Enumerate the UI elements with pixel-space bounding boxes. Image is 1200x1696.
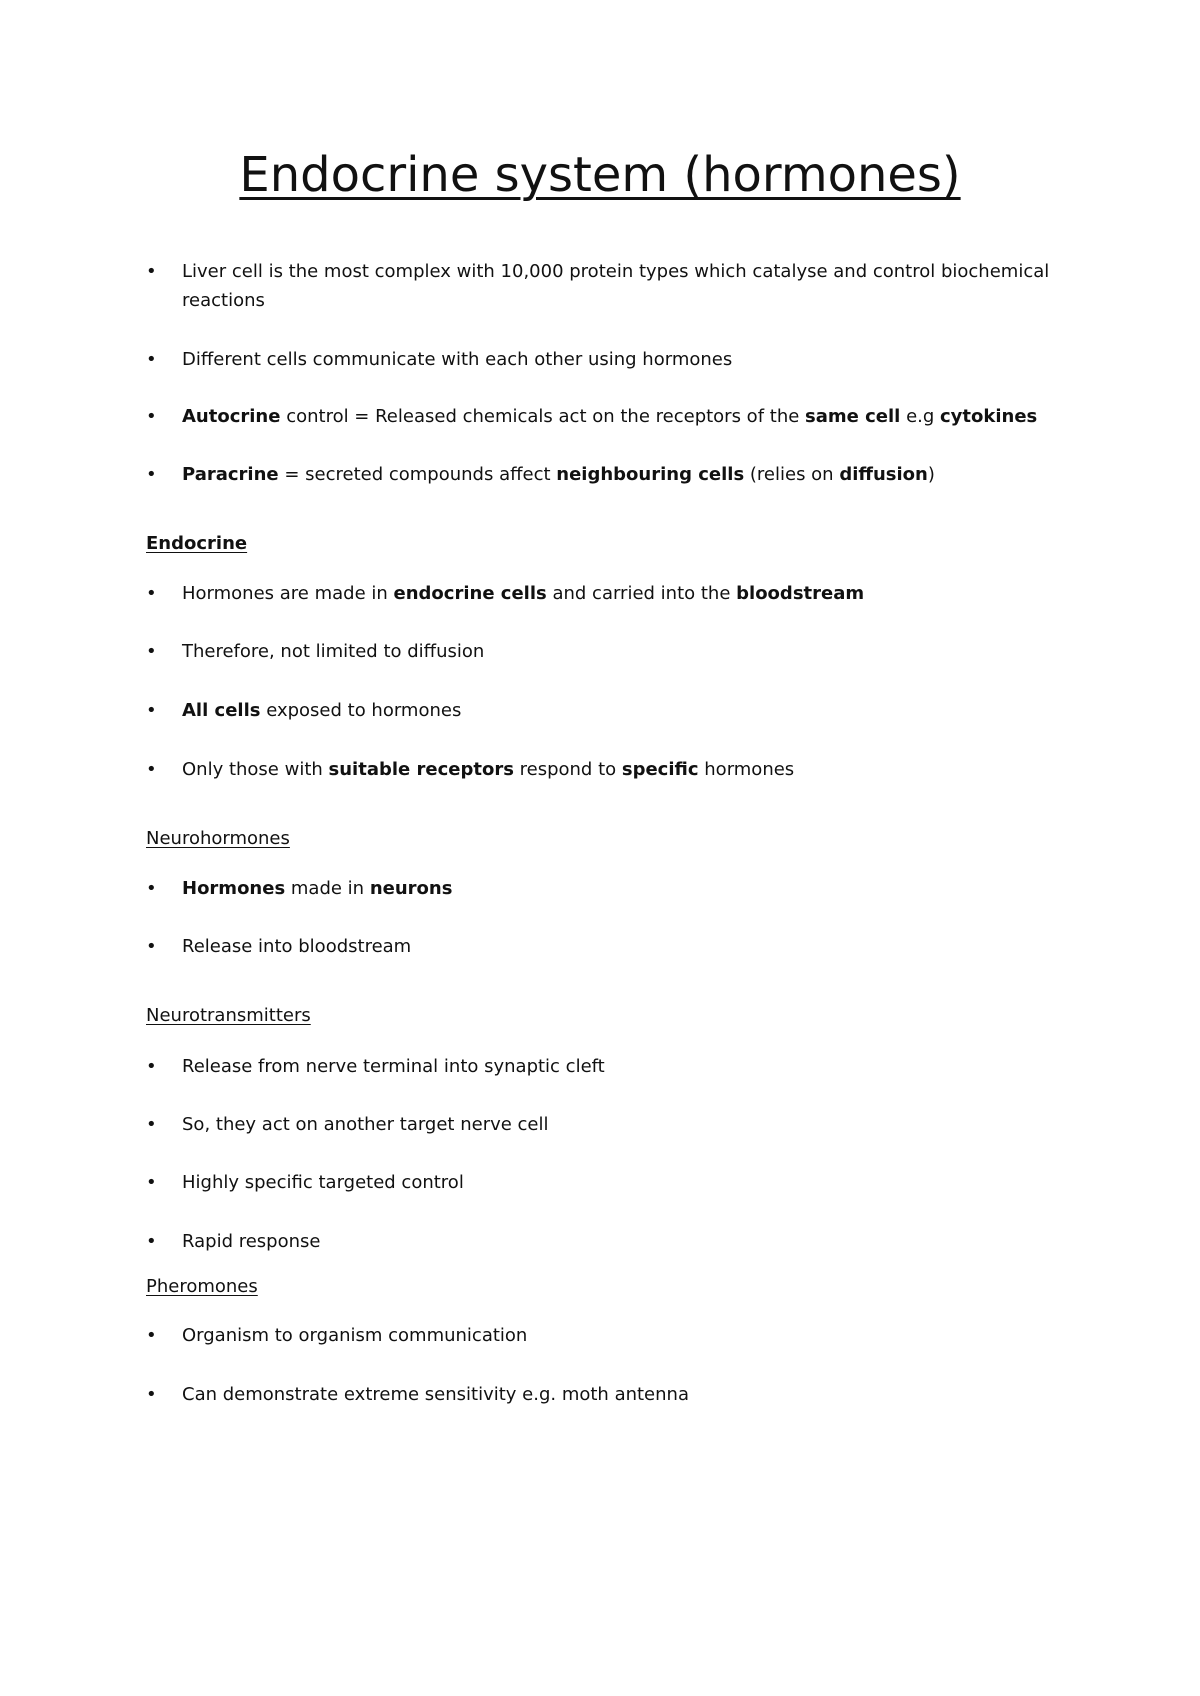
text-run: respond to xyxy=(513,759,622,780)
list-item-text xyxy=(182,1110,1066,1139)
list-item-text xyxy=(182,696,1066,725)
list-item-text xyxy=(182,460,1066,489)
list-item-text xyxy=(182,579,1066,608)
list-item xyxy=(146,637,1066,666)
text-run: Hormones are made in xyxy=(182,583,394,604)
bullet-icon: • xyxy=(146,1325,157,1346)
page-title: Endocrine system (hormones) xyxy=(239,147,961,203)
bold-term: specific xyxy=(621,759,699,780)
bullet-icon: • xyxy=(146,759,157,780)
list-item xyxy=(146,257,1066,315)
bullet-icon: • xyxy=(146,583,157,604)
bullet-icon: • xyxy=(146,1056,157,1077)
bold-term: All cells xyxy=(182,700,261,721)
bullet-icon: • xyxy=(146,349,157,370)
list-item-text xyxy=(182,874,1066,903)
list-item-text xyxy=(182,345,1066,374)
bold-term: Paracrine xyxy=(182,464,279,485)
list-item xyxy=(146,696,1066,725)
bullet-icon: • xyxy=(146,641,157,662)
text-run: = secreted compounds affect xyxy=(278,464,557,485)
bold-term: bloodstream xyxy=(736,583,865,604)
bold-term: Hormones xyxy=(182,878,286,899)
bullet-icon: • xyxy=(146,936,157,957)
list-item xyxy=(146,402,1066,431)
text-run: Different cells communicate with each other using hormones xyxy=(182,349,733,370)
bold-term: cytokines xyxy=(940,406,1038,427)
section-heading: Endocrine xyxy=(146,533,248,554)
list-item-text xyxy=(182,1168,1066,1197)
list-item xyxy=(146,1227,1066,1256)
text-run: made in xyxy=(285,878,370,899)
list-item-text xyxy=(182,1227,1066,1256)
text-run: (relies on xyxy=(744,464,840,485)
section-heading: Neurohormones xyxy=(146,828,290,849)
bullet-icon: • xyxy=(146,406,157,427)
text-run: exposed to hormones xyxy=(260,700,462,721)
text-run: and carried into the xyxy=(546,583,737,604)
list-item xyxy=(146,1110,1066,1139)
text-run: Only those with xyxy=(182,759,329,780)
list-item xyxy=(146,1321,1066,1350)
bullet-icon: • xyxy=(146,878,157,899)
text-run: Can demonstrate extreme sensitivity e.g. moth antenna xyxy=(182,1384,689,1405)
list-item xyxy=(146,874,1066,903)
list-item-text xyxy=(182,637,1066,666)
list-item xyxy=(146,1168,1066,1197)
list-item-text xyxy=(182,1052,1066,1081)
bullet-icon: • xyxy=(146,1384,157,1405)
text-run: Release from nerve terminal into synaptic cleft xyxy=(182,1056,605,1077)
list-item-text xyxy=(182,402,1066,431)
bold-term: neighbouring cells xyxy=(556,464,745,485)
list-item xyxy=(146,345,1066,374)
bullet-icon: • xyxy=(146,700,157,721)
text-run: Release into bloodstream xyxy=(182,936,412,957)
bold-term: endocrine cells xyxy=(393,583,547,604)
list-item-text xyxy=(182,257,1066,315)
list-item xyxy=(146,1052,1066,1081)
bold-term: same cell xyxy=(805,406,901,427)
text-run: Rapid response xyxy=(182,1231,321,1252)
section-heading: Neurotransmitters xyxy=(146,1005,311,1026)
bold-term: neurons xyxy=(369,878,453,899)
bullet-icon: • xyxy=(146,1114,157,1135)
text-run: Liver cell is the most complex with 10,000 protein types which catalyse and control biochemical reactions xyxy=(182,261,1050,311)
list-item xyxy=(146,579,1066,608)
list-item-text xyxy=(182,1321,1066,1350)
list-item-text xyxy=(182,755,1066,784)
text-run: Highly specific targeted control xyxy=(182,1172,464,1193)
text-run: Organism to organism communication xyxy=(182,1325,528,1346)
list-item xyxy=(146,460,1066,489)
list-item-text xyxy=(182,932,1066,961)
bold-term: diffusion xyxy=(839,464,928,485)
list-item xyxy=(146,1380,1066,1409)
bold-term: suitable receptors xyxy=(328,759,514,780)
text-run: hormones xyxy=(698,759,795,780)
text-run: e.g xyxy=(900,406,941,427)
text-run: ) xyxy=(927,464,935,485)
list-item xyxy=(146,932,1066,961)
list-item xyxy=(146,755,1066,784)
text-run: control = Released chemicals act on the receptors of the xyxy=(280,406,806,427)
text-run: Therefore, not limited to diffusion xyxy=(182,641,485,662)
list-item-text xyxy=(182,1380,1066,1409)
bullet-icon: • xyxy=(146,1231,157,1252)
section-heading: Pheromones xyxy=(146,1276,258,1297)
bold-term: Autocrine xyxy=(182,406,281,427)
bullet-icon: • xyxy=(146,261,157,282)
bullet-icon: • xyxy=(146,464,157,485)
text-run: So, they act on another target nerve cell xyxy=(182,1114,549,1135)
bullet-icon: • xyxy=(146,1172,157,1193)
